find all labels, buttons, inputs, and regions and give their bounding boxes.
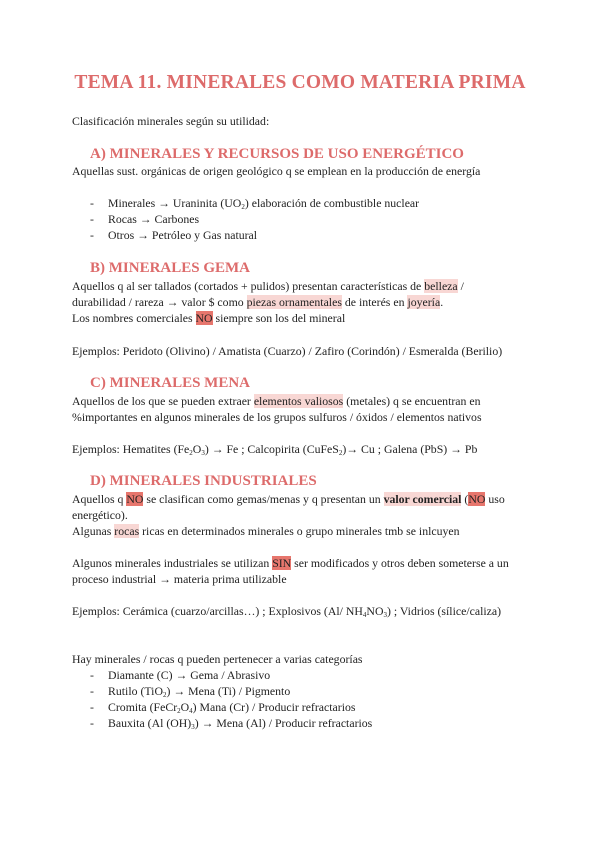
highlight-strong: NO [195, 311, 213, 325]
list-item: - Bauxita (Al $(OH)_3$) → Mena (Al) / Producir refractarios [90, 716, 373, 731]
section-d-line-4: Algunos minerales industriales se utilizan SIN ser modificados y otros deben someterse a un [72, 556, 509, 570]
list-item: - Minerales → Uraninita $(UO_2)$ elaboración de combustible nuclear [90, 196, 420, 211]
section-d-line-1: Aquellos q NO se clasifican como gemas/menas y q presentan un valor comercial (NO uso [72, 492, 505, 506]
highlight-strong: NO [126, 492, 144, 506]
highlight: belleza [424, 279, 458, 293]
page-title: TEMA 11. MINERALES COMO MATERIA PRIMA [74, 72, 526, 93]
section-c-line-1: Aquellos de los que se pueden extraer elementos valiosos (metales) q se encuentran en [72, 394, 481, 408]
section-c-line-2: %importantes en algunos minerales de los grupos sulfuros / óxidos / elementos nativos [72, 410, 482, 424]
highlight: joyería [407, 295, 441, 309]
section-c-examples: Ejemplos: Hematites $(Fe_2O_3) \to Fe$ ; Calcopirita (CuFeS$_2$)→ Cu ; Galena (PbS) → Pb [72, 442, 478, 457]
section-b-line-3: Los nombres comerciales NO siempre son los del mineral [72, 311, 346, 325]
section-d-examples: Ejemplos: Cerámica (cuarzo/arcillas…) ; Explosivos (Al/ $NH_4NO_3$) ; Vidrios (sílice/caliza) [72, 604, 502, 619]
highlight-strong: SIN [272, 556, 292, 570]
section-d-line-5: proceso industrial → materia prima utilizable [72, 572, 287, 586]
highlight: elementos valiosos [253, 394, 344, 408]
highlight: piezas ornamentales [246, 295, 342, 309]
list-item: - Cromita $(FeCr_2O_4)$ Mana (Cr) / Producir refractarios [90, 700, 356, 715]
section-c-heading: C) MINERALES MENA [90, 375, 251, 391]
list-item: - Rutilo (TiO$_2$) → Mena (Ti) / Pigmento [90, 684, 291, 699]
list-item: - Otros → Petróleo y Gas natural [90, 228, 258, 242]
section-d-line-3: Algunas rocas ricas en determinados minerales o grupo minerales tmb se inlcuyen [72, 524, 460, 538]
intro-text: Clasificación minerales según su utilidad: [72, 114, 270, 128]
highlight: rocas [114, 524, 140, 538]
section-a-heading: A) MINERALES Y RECURSOS DE USO ENERGÉTICO [90, 146, 464, 162]
section-b-line-1: Aquellos q al ser tallados (cortados + pulidos) presentan características de belleza / [72, 279, 464, 293]
list-item: - Rocas → Carbones [90, 212, 200, 226]
highlight-bold: valor comercial [383, 492, 462, 506]
multi-intro: Hay minerales / rocas q pueden pertenecer a varias categorías [72, 652, 363, 666]
list-item: - Diamante (C) → Gema / Abrasivo [90, 668, 271, 682]
section-d-line-2: energético). [72, 508, 128, 522]
section-b-heading: B) MINERALES GEMA [90, 260, 251, 276]
section-a-desc: Aquellas sust. orgánicas de origen geológico q se emplean en la producción de energía [72, 164, 481, 178]
highlight-strong: NO [468, 492, 486, 506]
section-d-heading: D) MINERALES INDUSTRIALES [90, 473, 317, 489]
section-b-examples: Ejemplos: Peridoto (Olivino) / Amatista (Cuarzo) / Zafiro (Corindón) / Esmeralda (Berilio) [72, 344, 503, 358]
section-b-line-2: durabilidad / rareza → valor $ como piezas ornamentales de interés en joyería. [72, 295, 444, 309]
